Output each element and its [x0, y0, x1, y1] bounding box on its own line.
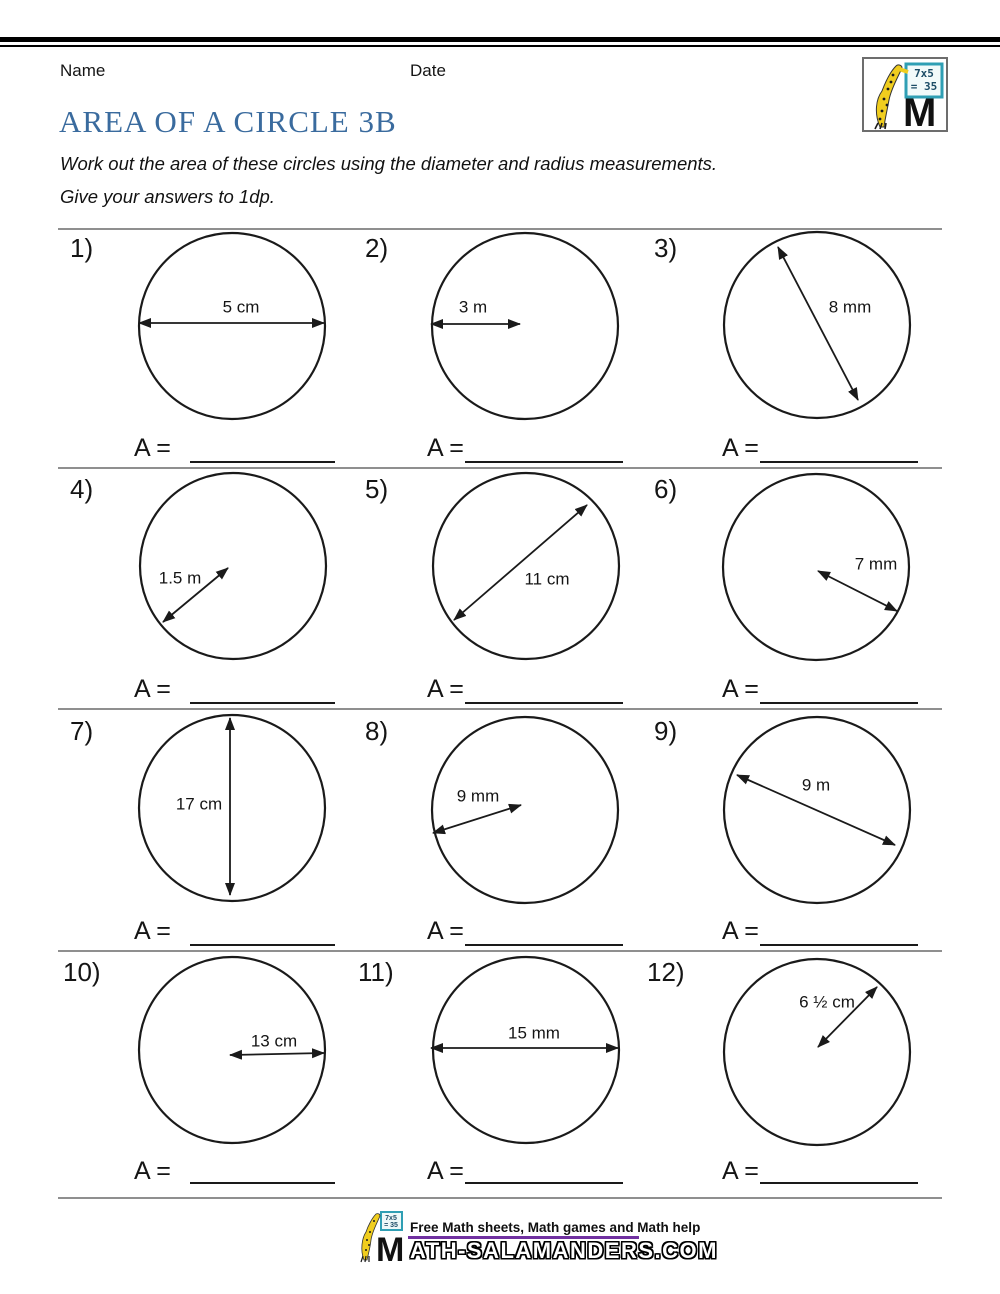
circle-outline — [139, 957, 325, 1143]
measurement-arrow-radius — [433, 805, 521, 833]
circle-outline — [140, 473, 326, 659]
top-border-thin — [0, 45, 1000, 47]
whiteboard-line1: 7x5 — [914, 67, 934, 80]
circle-diagram — [415, 700, 635, 920]
circle-outline — [432, 233, 618, 419]
whiteboard-line2: = 35 — [384, 1222, 398, 1229]
circle-outline — [724, 232, 910, 418]
name-label: Name — [60, 61, 106, 80]
circle-diagram — [123, 456, 343, 676]
answer-label: A = — [427, 1157, 464, 1185]
footer-logo-graphic — [354, 1210, 410, 1266]
circle-outline — [139, 233, 325, 419]
measurement-label: 1.5 m — [158, 568, 202, 588]
date-label: Date — [410, 61, 446, 80]
problem-number: 7) — [70, 716, 94, 746]
circle-diagram — [416, 940, 636, 1160]
problem-number: 4) — [70, 474, 94, 504]
measurement-label: 8 mm — [828, 297, 872, 317]
answer-label: A = — [427, 434, 464, 462]
whiteboard-line2: = 35 — [910, 80, 938, 93]
measurement-label: 3 m — [458, 297, 488, 317]
measurement-label: 6 ½ cm — [799, 992, 855, 1012]
math-salamanders-logo — [862, 57, 948, 132]
circle-diagram — [416, 456, 636, 676]
instruction-line-1: Work out the area of these circles using the diameter and radius measurements. — [60, 153, 718, 174]
problem-number: 12) — [647, 957, 685, 987]
problem-number: 1) — [70, 233, 94, 263]
measurement-label: 7 mm — [854, 554, 898, 574]
circle-diagram — [122, 940, 342, 1160]
top-border-thick — [0, 37, 1000, 42]
measurement-label: 17 cm — [175, 794, 223, 814]
answer-blank-line — [465, 1182, 623, 1184]
problem-number: 8) — [365, 716, 389, 746]
circle-outline — [433, 957, 619, 1143]
measurement-arrow-diameter — [454, 505, 587, 620]
footer-tagline: Free Math sheets, Math games and Math help — [410, 1220, 701, 1235]
measurement-label: 9 m — [801, 775, 831, 795]
circle-diagram — [707, 215, 927, 435]
circle-diagram — [707, 700, 927, 920]
answer-label: A = — [134, 917, 171, 945]
circle-diagram — [122, 698, 342, 918]
measurement-label: 15 mm — [508, 1023, 560, 1043]
measurement-label: 13 cm — [250, 1031, 298, 1051]
problem-number: 11) — [358, 957, 394, 987]
circle-outline — [724, 959, 910, 1145]
site-wordmark: ATH-SALAMANDERS.COM — [410, 1238, 718, 1263]
answer-label: A = — [134, 1157, 171, 1185]
measurement-arrow-radius — [230, 1053, 324, 1055]
measurement-label: 9 mm — [456, 786, 500, 806]
problem-number: 2) — [365, 233, 389, 263]
answer-label: A = — [427, 917, 464, 945]
problem-number: 5) — [365, 474, 389, 504]
logo-m-letter: M — [376, 1231, 405, 1266]
measurement-arrow-radius — [818, 571, 897, 611]
answer-blank-line — [190, 1182, 335, 1184]
measurement-arrow-diameter — [778, 247, 858, 400]
measurement-label: 5 cm — [222, 297, 260, 317]
problem-number: 6) — [654, 474, 678, 504]
footer-logo — [354, 1210, 410, 1271]
row-divider — [58, 1197, 942, 1199]
circle-diagram — [122, 216, 342, 436]
measurement-label: 11 cm — [524, 569, 570, 589]
circle-outline — [139, 715, 325, 901]
circle-diagram — [415, 216, 635, 436]
answer-label: A = — [134, 434, 171, 462]
answer-label: A = — [722, 434, 759, 462]
answer-label: A = — [427, 675, 464, 703]
answer-label: A = — [722, 917, 759, 945]
answer-blank-line — [760, 1182, 918, 1184]
circle-outline — [432, 717, 618, 903]
logo-m-letter: M — [903, 91, 937, 130]
instruction-line-2: Give your answers to 1dp. — [60, 186, 275, 207]
page-title: AREA OF A CIRCLE 3B — [59, 104, 397, 139]
problem-number: 3) — [654, 233, 678, 263]
circle-diagram — [707, 942, 927, 1162]
answer-label: A = — [134, 675, 171, 703]
answer-label: A = — [722, 1157, 759, 1185]
problem-number: 9) — [654, 716, 678, 746]
whiteboard-line1: 7x5 — [385, 1215, 397, 1222]
circle-outline — [433, 473, 619, 659]
problem-number: 10) — [63, 957, 101, 987]
answer-label: A = — [722, 675, 759, 703]
salamander-logo-graphic — [864, 59, 946, 130]
